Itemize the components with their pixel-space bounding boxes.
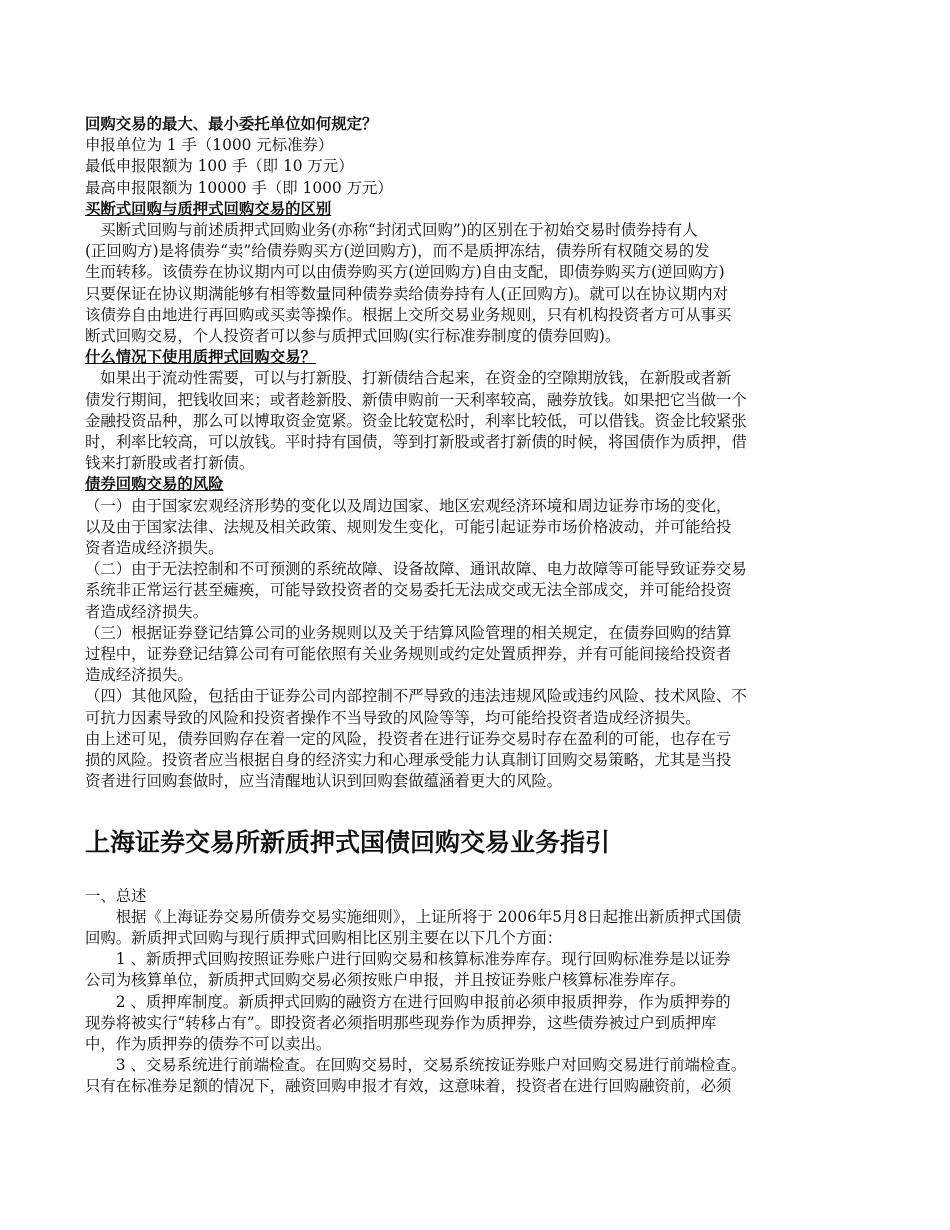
paragraph-line: 系统非正常运行甚至瘫痪，可能导致投资者的交易委托无法成交或无法全部成交，并可能给投资 (85, 581, 732, 600)
paragraph-line: 中，作为质押券的债券不可以卖出。 (85, 1034, 332, 1053)
paragraph-line: 如果出于流动性需要，可以与打新股、打新债结合起来，在资金的空隙期放钱，在新股或者新 (85, 369, 732, 388)
paragraph-line: 回购。新质押式回购与现行质押式回购相比区别主要在以下几个方面： (85, 928, 563, 947)
document-body (85, 114, 865, 1098)
paragraph-line: (正回购方)是将债券“卖”给债券购买方(逆回购方)，而不是质押冻结，债券所有权随交易的发 (85, 242, 710, 261)
section-heading-when-to-use: 什么情况下使用质押式回购交易？ (85, 348, 316, 367)
section-heading-buyout-vs-pledge: 买断式回购与质押式回购交易的区别 (85, 199, 332, 218)
section-heading-min-max-unit: 回购交易的最大、最小委托单位如何规定？ (85, 115, 378, 133)
paragraph-line: 断式回购交易，个人投资者可以参与质押式回购(实行标准券制度的债券回购)。 (85, 327, 621, 346)
paragraph-line: 公司为核算单位，新质押式回购交易必须按账户申报，并且按证券账户核算标准券库存。 (85, 971, 686, 990)
paragraph-line: 3 、交易系统进行前端检查。在回购交易时，交易系统按证券账户对回购交易进行前端检查。 (85, 1056, 747, 1075)
paragraph-line: 钱来打新股或者打新债。 (85, 454, 255, 473)
paragraph-line: 该债券自由地进行再回购或买卖等操作。根据上交所交易业务规则，只有机构投资者方可从事买 (85, 305, 732, 324)
paragraph-line: 以及由于国家法律、法规及相关政策、规则发生变化，可能引起证券市场价格波动，并可能给投 (85, 517, 732, 536)
paragraph-line: 申报单位为 1 手（1000 元标准券） (85, 136, 334, 155)
paragraph-line: 一、总述 (85, 886, 147, 905)
paragraph-line: 由上述可见，债券回购存在着一定的风险，投资者在进行证券交易时存在盈利的可能，也存在亏 (85, 729, 732, 748)
paragraph-line: 最高申报限额为 10000 手（即 1000 万元） (85, 178, 393, 197)
paragraph-line: 可抗力因素导致的风险和投资者操作不当导致的风险等等，均可能给投资者造成经济损失。 (85, 708, 701, 727)
paragraph-line: （四）其他风险，包括由于证券公司内部控制不严导致的违法违规风险或违约风险、技术风险、不 (85, 687, 747, 706)
paragraph-line: 损的风险。投资者应当根据自身的经济实力和心理承受能力认真制订回购交易策略，尤其是当投 (85, 751, 732, 770)
paragraph-line: 金融投资品种，那么可以博取资金宽紧。资金比较宽松时，利率比较低，可以借钱。资金比较紧张 (85, 411, 747, 430)
paragraph-line: 买断式回购与前述质押式回购业务(亦称“封闭式回购”)的区别在于初始交易时债券持有人 (85, 221, 698, 240)
paragraph-line: （二）由于无法控制和不可预测的系统故障、设备故障、通讯故障、电力故障等可能导致证券交易 (85, 560, 747, 579)
paragraph-line: 债发行期间，把钱收回来；或者趁新股、新债申购前一天利率较高，融券放钱。如果把它当做一个 (85, 390, 747, 409)
paragraph-line: 资者进行回购套做时，应当清醒地认识到回购套做蕴涵着更大的风险。 (85, 772, 563, 791)
paragraph-line: 只要保证在协议期满能够有相等数量同种债券卖给债券持有人(正回购方)。就可以在协议期内对 (85, 284, 729, 303)
paragraph-line: 只有在标准券足额的情况下，融资回购申报才有效，这意味着，投资者在进行回购融资前，必须 (85, 1077, 732, 1096)
section-heading-risks: 债券回购交易的风险 (85, 475, 224, 494)
paragraph-line: 最低申报限额为 100 手（即 10 万元） (85, 157, 354, 176)
paragraph-line: （三）根据证券登记结算公司的业务规则以及关于结算风险管理的相关规定，在债券回购的结算 (85, 623, 732, 642)
paragraph-line: 过程中，证券登记结算公司有可能依照有关业务规则或约定处置质押券，并有可能间接给投资者 (85, 645, 732, 664)
paragraph-line: 1 、新质押式回购按照证券账户进行回购交易和核算标准券库存。现行回购标准券是以证券 (85, 950, 731, 969)
paragraph-line: 生而转移。该债券在协议期内可以由债券购买方(逆回购方)自由支配，即债券购买方(逆回购方) (85, 263, 725, 282)
paragraph-line: 时，利率比较高，可以放钱。平时持有国债，等到打新股或者打新债的时候，将国债作为质押，借 (85, 433, 747, 452)
document-title: 上海证券交易所新质押式国债回购交易业务指引 (85, 827, 611, 857)
paragraph-line: 资者造成经济损失。 (85, 539, 224, 558)
paragraph-line: 2 、质押库制度。新质押式回购的融资方在进行回购申报前必须申报质押券，作为质押券的 (85, 992, 731, 1011)
paragraph-line: 现券将被实行“转移占有”。即投资者必须指明那些现券作为质押券，这些债券被过户到质押库 (85, 1013, 717, 1032)
paragraph-line: （一）由于国家宏观经济形势的变化以及周边国家、地区宏观经济环境和周边证券市场的变化， (85, 496, 732, 515)
paragraph-line: 者造成经济损失。 (85, 602, 209, 621)
paragraph-line: 根据《上海证券交易所债券交易实施细则》，上证所将于 2006年5月8日起推出新质押式国债 (85, 907, 742, 926)
paragraph-line: 造成经济损失。 (85, 666, 193, 685)
